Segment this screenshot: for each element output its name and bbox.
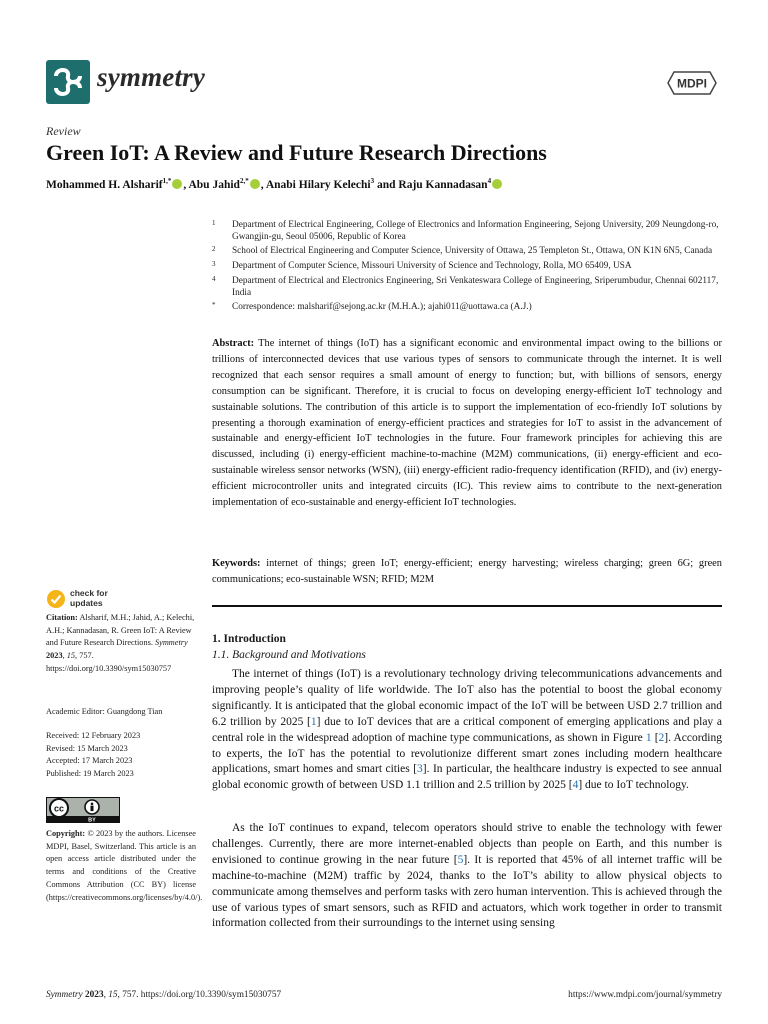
symmetry-logo-icon (46, 60, 90, 104)
author-name[interactable]: Mohammed H. Alsharif (46, 178, 163, 191)
author-name[interactable]: Anabi Hilary Kelechi (265, 178, 371, 191)
figure-link[interactable]: 1 (645, 731, 652, 744)
cc-by-license-icon[interactable] (46, 797, 120, 823)
abstract-label: Abstract: (212, 338, 255, 349)
author-affiliation-mark: 4 (487, 177, 492, 185)
citation-block: Citation: Alsharif, M.H.; Jahid, A.; Kelechi, A.H.; Kannadasan, R. Green IoT: A Review and Future Research Directions. Symmetry 2023, 15, 757. https://doi.org/10.3390/sym15030757 (46, 613, 195, 673)
affiliation-item: 1 Department of Electrical Engineering, College of Electronics and Information Engineering, Sejong University, 209 Neungdong-ro, Gwangjin-gu, Seoul 05006, Republic of Korea (212, 219, 719, 242)
orcid-icon[interactable] (172, 179, 182, 189)
intro-paragraph: The internet of things (IoT) is a revolutionary technology driving telecommunications advancements and improving people’s quality of life worldwide. The IoT also has the potential to boost the global economy significantly. It is anticipated that the global economic impact of the IoT will be between USD 2.7 trillion and 6.2 trillion by 2025 [1] due to IoT devices that are a critical component of emerging applications and play a central role in the widespread adoption of machine type communications, as shown in Figure 1 [2]. According to experts, the IoT has the potential to revolutionize different smart zones including modern healthcare applications, smart homes and smart cities [3]. In particular, the healthcare industry is expected to see annual global economic growth of between USD 1.1 trillion and 2.5 trillion by 2025 [4] due to IoT technology. (212, 668, 723, 792)
author-list: Mohammed H. Alsharif$^{1,*}$ , Abu Jahid$^{2,*}$ , Anabi Hilary Kelechi$^3$ and Raju Kannadasan$^4$ (46, 177, 503, 191)
keywords: Keywords: internet of things; green IoT; energy-efficient; energy harvesting; wireless charging; green 6G; green communications; eco-sustainable WSN; RFID; M2M (212, 558, 722, 585)
copyright-notice: Copyright: © 2023 by the authors. Licensee MDPI, Basel, Switzerland. This article is an open access article distributed under the terms and conditions of the Creative Commons Attribution (CC BY) license (https://creativecommons.org/licenses/by/4.0/). (46, 829, 203, 902)
citation-link[interactable]: 4 (572, 779, 579, 792)
academic-editor: Academic Editor: Guangdong Tian (46, 707, 163, 716)
author-name[interactable]: Raju Kannadasan (398, 178, 488, 191)
affiliation-item: 2 School of Electrical Engineering and Computer Science, University of Ottawa, 25 Templeton St., Ottawa, ON K1N 6N5, Canada (212, 245, 713, 257)
date-received: Received: 12 February 2023 (46, 731, 141, 740)
author-affiliation-mark: 3 (370, 177, 375, 185)
orcid-icon[interactable] (250, 179, 260, 189)
section-heading: 1. Introduction (212, 633, 286, 645)
citation-link[interactable]: 3 (417, 763, 423, 776)
section-divider (212, 605, 722, 607)
orcid-icon[interactable] (492, 179, 502, 189)
article-type: Review (46, 124, 81, 138)
affiliation-item: 3 Department of Computer Science, Missouri University of Science and Technology, Rolla, MO 65409, USA (212, 260, 632, 272)
citation-link[interactable]: 1 (310, 715, 317, 728)
footer-citation: Symmetry 2023, 15, 757. https://doi.org/10.3390/sym15030757 (46, 990, 282, 1000)
keywords-label: Keywords: (212, 558, 261, 569)
publication-dates (46, 730, 196, 781)
article-title: Green IoT: A Review and Future Research Directions (46, 140, 547, 165)
check-updates-link[interactable]: check for updates (70, 588, 108, 608)
date-published: Published: 19 March 2023 (46, 769, 134, 779)
author-affiliation-mark: 2,* (239, 177, 249, 185)
author-affiliation-mark: 1,* (162, 177, 172, 185)
publisher-logo-text: MDPI (677, 76, 707, 91)
date-revised: Revised: 15 March 2023 (46, 743, 128, 753)
date-accepted: Accepted: 17 March 2023 (46, 756, 133, 766)
affiliation-list (212, 220, 724, 317)
footer-journal-url[interactable]: https://www.mdpi.com/journal/symmetry (568, 990, 722, 1000)
intro-paragraph: As the IoT continues to expand, telecom operators should strive to enable the technology with fewer challenges. Currently, there are more internet-enabled objects than people on Earth, and this number is envisioned to continue growing in the near future [5]. It is reported that 45% of all internet traffic will be machine-to-machine (M2M) traffic by 2024, thanks to the IoT’s ability to allow physical objects to communicate among themselves and perform tasks with zero human intervention. This is achieved through the use of various types of smart sensors, such as RFID and actuators, which work together in order to transmit information collected from their surroundings to the internet using sensing (212, 822, 722, 930)
subsection-heading: 1.1. Background and Motivations (212, 649, 366, 661)
check-updates-icon[interactable] (46, 589, 66, 609)
correspondence-item: * Correspondence: malsharif@sejong.ac.kr (M.H.A.); ajahi011@uottawa.ca (A.J.) (212, 301, 532, 313)
citation-link[interactable]: 5 (457, 853, 464, 866)
affiliation-item: 4 Department of Electrical and Electronics Engineering, Sri Venkateswara College of Engineering, Sriperumbudur, Chennai 602117, India (212, 274, 719, 298)
citation-link[interactable]: 2 (658, 731, 665, 744)
abstract: Abstract: The internet of things (IoT) has a significant economic and environmental impact owing to the billions or trillions of interconnected devices that use various types of sensors to communicate through the internet. It is well recognized that each sensor requires a small amount of energy to function; but, with billions of sensors, energy consumption can be significant. Therefore, it is crucial to focus on developing energy-efficient IoT technology and sustainable solutions. The contribution of this article is to support the implementation of eco-friendly IoT solutions by presenting a thorough examination of energy-efficient practices and strategies for IoT to assist in the advancement of sustainable and energy-efficient IoT technologies in the future. Four framework principles for achieving this are discussed, including (i) energy-efficient machine-to-machine (M2M) communications, (ii) energy-efficient and eco-sustainable wireless sensor networks (WSN), (iii) energy-efficient radio-frequency identification (RFID), and (iv) energy-efficient microcontroller units and integrated circuits (IC). This review aims to contribute to the next-generation implementation of eco-sustainable and energy-efficient IoT technologies. (212, 338, 722, 509)
svg-text:cc: cc (53, 803, 65, 814)
mdpi-logo-icon (664, 68, 720, 98)
svg-text:BY: BY (88, 817, 96, 823)
author-name[interactable]: Abu Jahid (188, 178, 240, 191)
journal-name: symmetry (97, 62, 206, 92)
